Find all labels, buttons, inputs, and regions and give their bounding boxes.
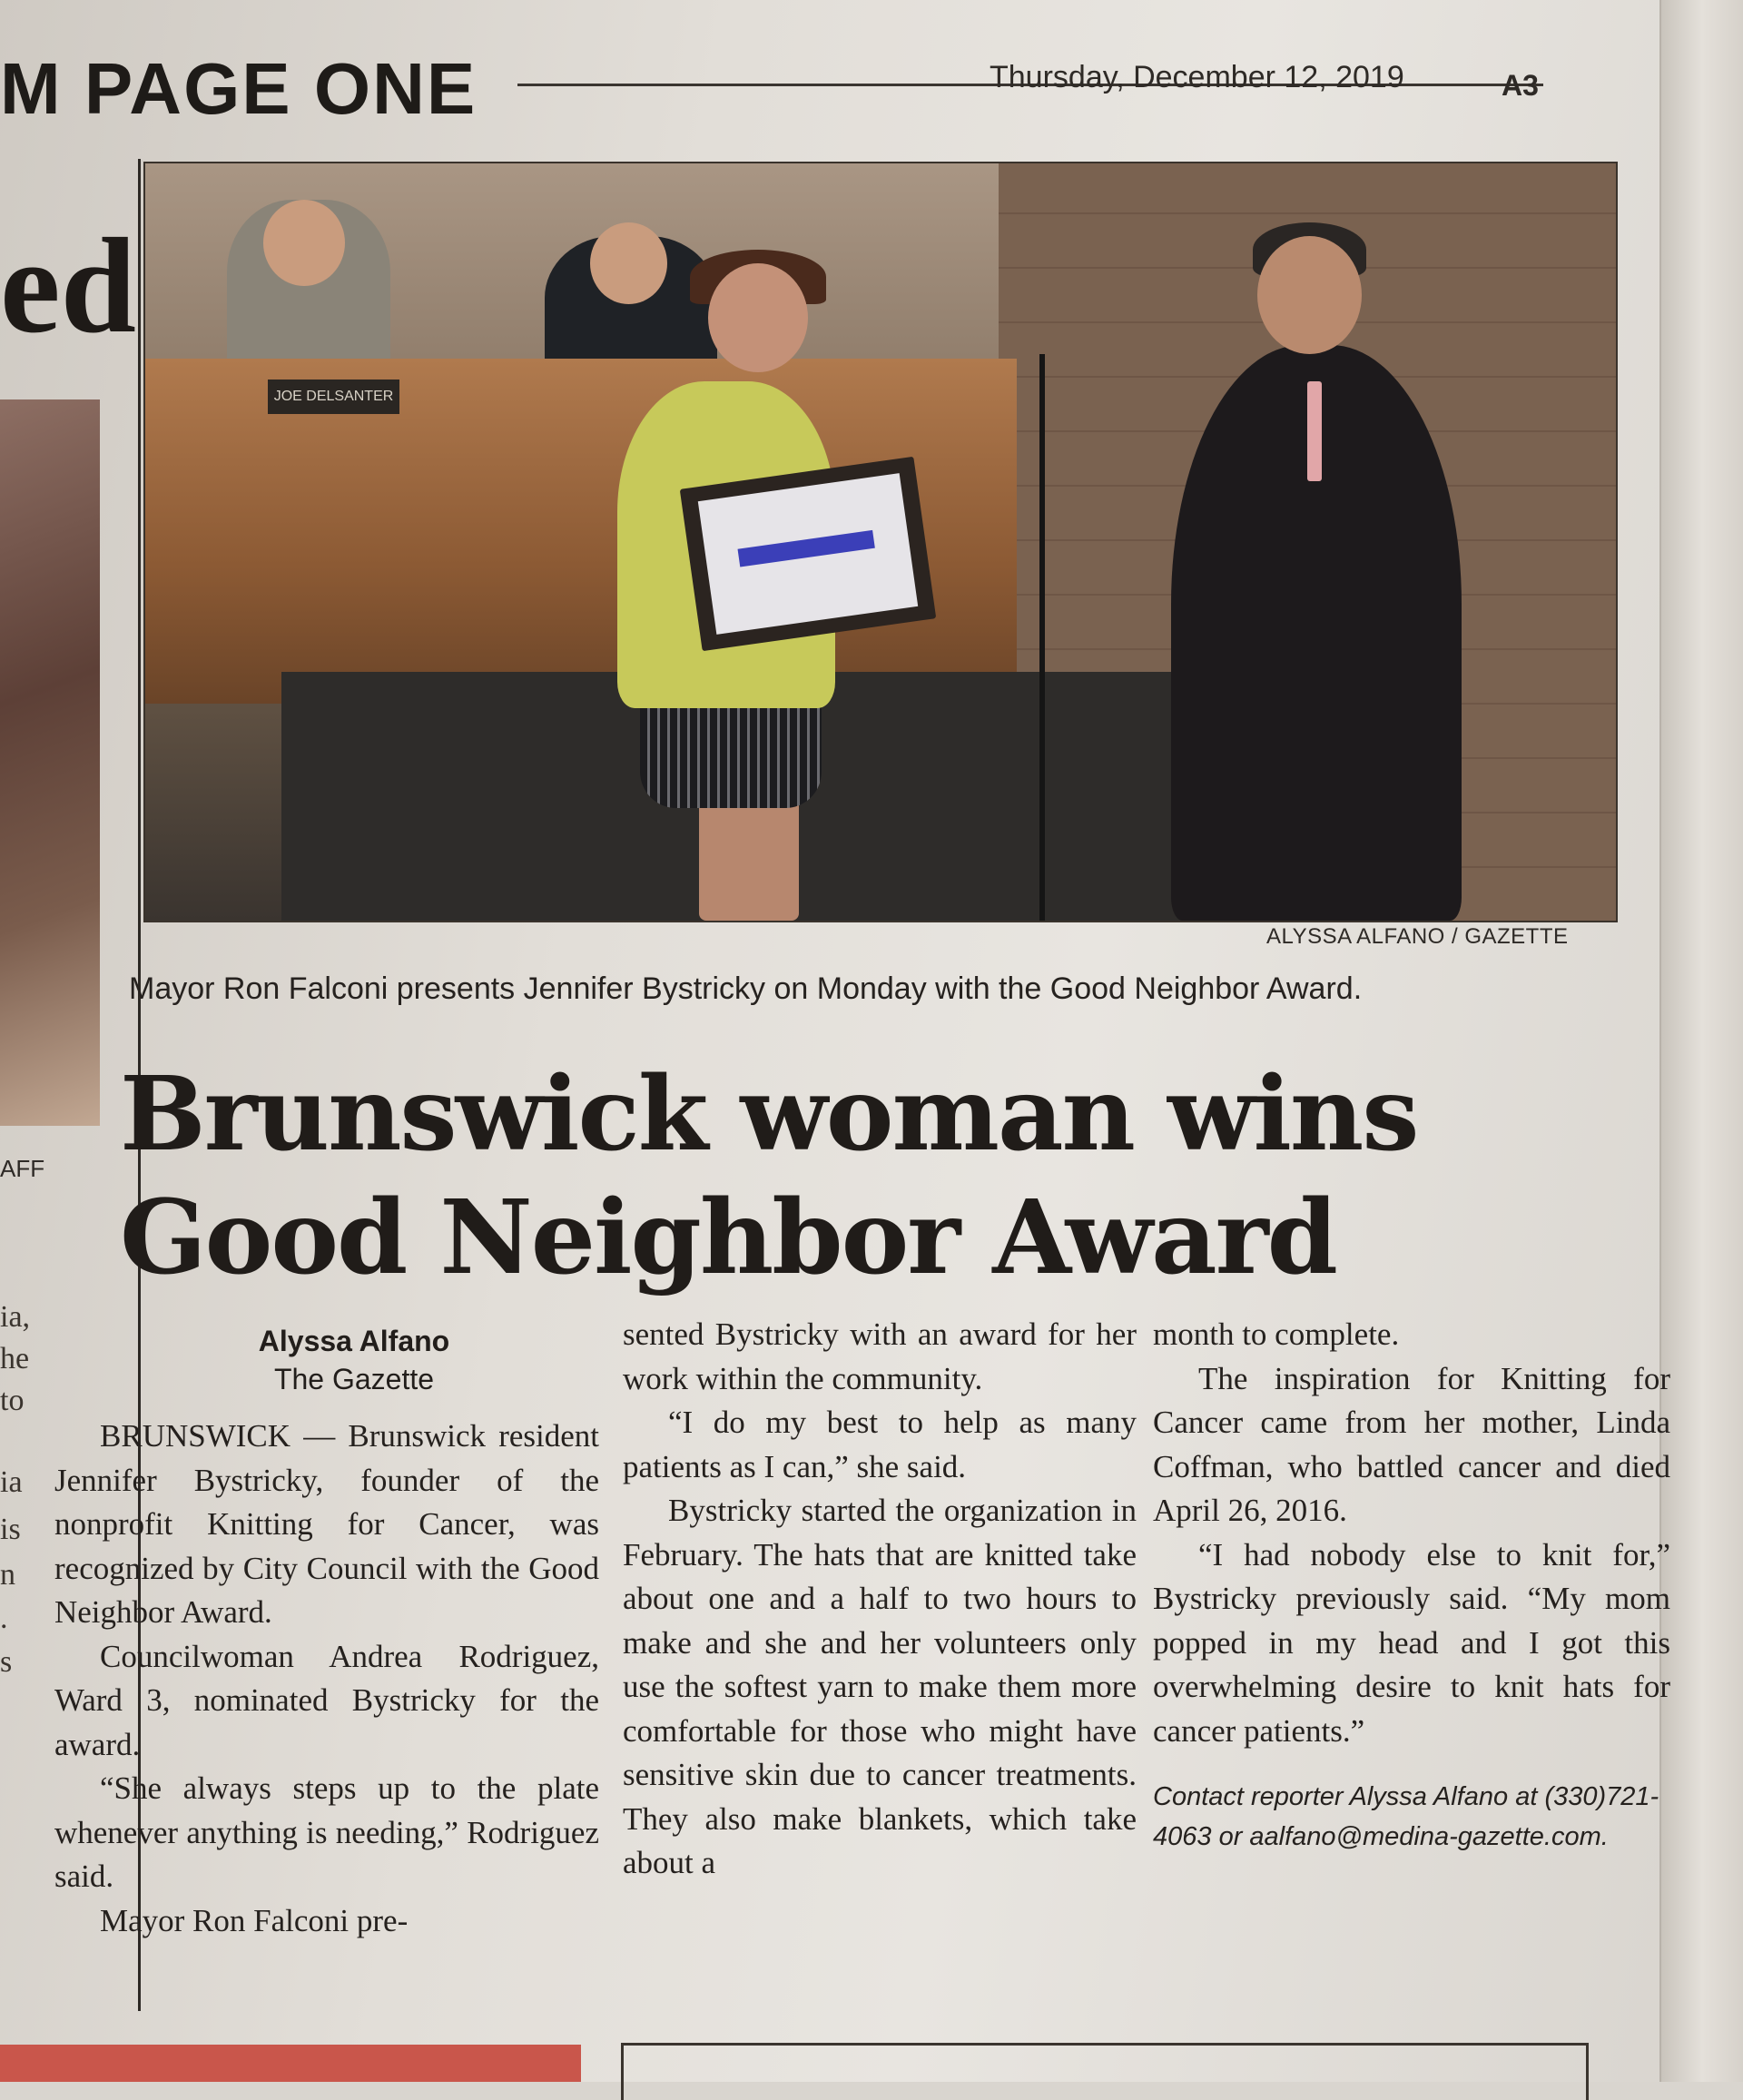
paragraph: “She always steps up to the plate whenever anything is needing,” Rodriguez said.	[54, 1770, 599, 1894]
adjacent-photo	[0, 399, 100, 1126]
page-number: A3	[1502, 69, 1539, 102]
adjacent-page-edge	[1659, 0, 1743, 2082]
paragraph: month to complete.	[1153, 1316, 1400, 1352]
outlet-name: The Gazette	[273, 1363, 435, 1395]
adjacent-text-fragment: ia,	[0, 1300, 31, 1334]
adjacent-text-fragment: he	[0, 1342, 30, 1375]
microphone-stand	[1039, 354, 1045, 921]
byline	[218, 1322, 490, 1398]
headline	[120, 1053, 1609, 1300]
paragraph: BRUNSWICK — Brunswick resident Jennifer Bystricky, founder of the nonprofit Knitting for Cancer, was recognized by City Council with the Good Neighbor Award.	[54, 1418, 599, 1630]
headline-line-1: Brunswick woman wins	[120, 1055, 1418, 1174]
article-column-1	[54, 1415, 599, 1943]
adjacent-text-fragment: n	[0, 1558, 15, 1592]
adjacent-text-fragment: to	[0, 1384, 25, 1417]
paragraph: “I do my best to help as many patients as I can,” she said.	[623, 1405, 1137, 1484]
adjacent-credit-fragment: AFF	[0, 1155, 45, 1182]
paragraph: Mayor Ron Falconi pre-	[100, 1902, 409, 1938]
adjacent-text-fragment: ia	[0, 1465, 23, 1499]
article-column-3	[1153, 1313, 1670, 1857]
adjacent-headline-fragment: ed	[0, 211, 136, 361]
adjacent-box-fragment	[621, 2043, 1589, 2100]
section-heading: M PAGE ONE	[0, 48, 478, 129]
adjacent-text-fragment: .	[0, 1602, 8, 1635]
paragraph: Bystricky started the organization in February. The hats that are knitted take about one and a half to two hours to make and she and her volunteers only use the softest yarn to make them more comfortable for those who might have sensitive skin due to cancer treatments. They also make blankets, which take about a	[623, 1493, 1137, 1880]
award-certificate	[680, 457, 937, 651]
headline-line-2: Good Neighbor Award	[120, 1178, 1336, 1297]
photo-caption: Mayor Ron Falconi presents Jennifer Bystricky on Monday with the Good Neighbor Award.	[129, 971, 1363, 1006]
photo-credit: ALYSSA ALFANO / GAZETTE	[1266, 924, 1569, 949]
dateline: Thursday, December 12, 2019	[990, 60, 1404, 94]
paragraph: The inspiration for Knitting for Cancer came from her mother, Linda Coffman, who battled cancer and died April 26, 2016.	[1153, 1360, 1670, 1528]
adjacent-text-fragment: is	[0, 1513, 21, 1546]
reporter-contact: Contact reporter Alyssa Alfano at (330)721-4063 or aalfano@medina-gazette.com.	[1153, 1782, 1659, 1851]
article-column-2	[623, 1313, 1137, 1886]
adjacent-ad-fragment	[0, 2045, 581, 2082]
paragraph: sented Bystricky with an award for her work within the community.	[623, 1316, 1137, 1396]
paragraph: Councilwoman Andrea Rodriguez, Ward 3, nominated Bystricky for the award.	[54, 1638, 599, 1762]
article-photo	[143, 162, 1618, 922]
adjacent-text-fragment: s	[0, 1645, 13, 1679]
nameplate: JOE DELSANTER	[268, 380, 399, 414]
author-name: Alyssa Alfano	[258, 1325, 450, 1357]
paragraph: “I had nobody else to knit for,” Bystricky previously said. “My mom popped in my head and I got this overwhelming desire to knit hats for cancer patients.”	[1153, 1536, 1670, 1749]
